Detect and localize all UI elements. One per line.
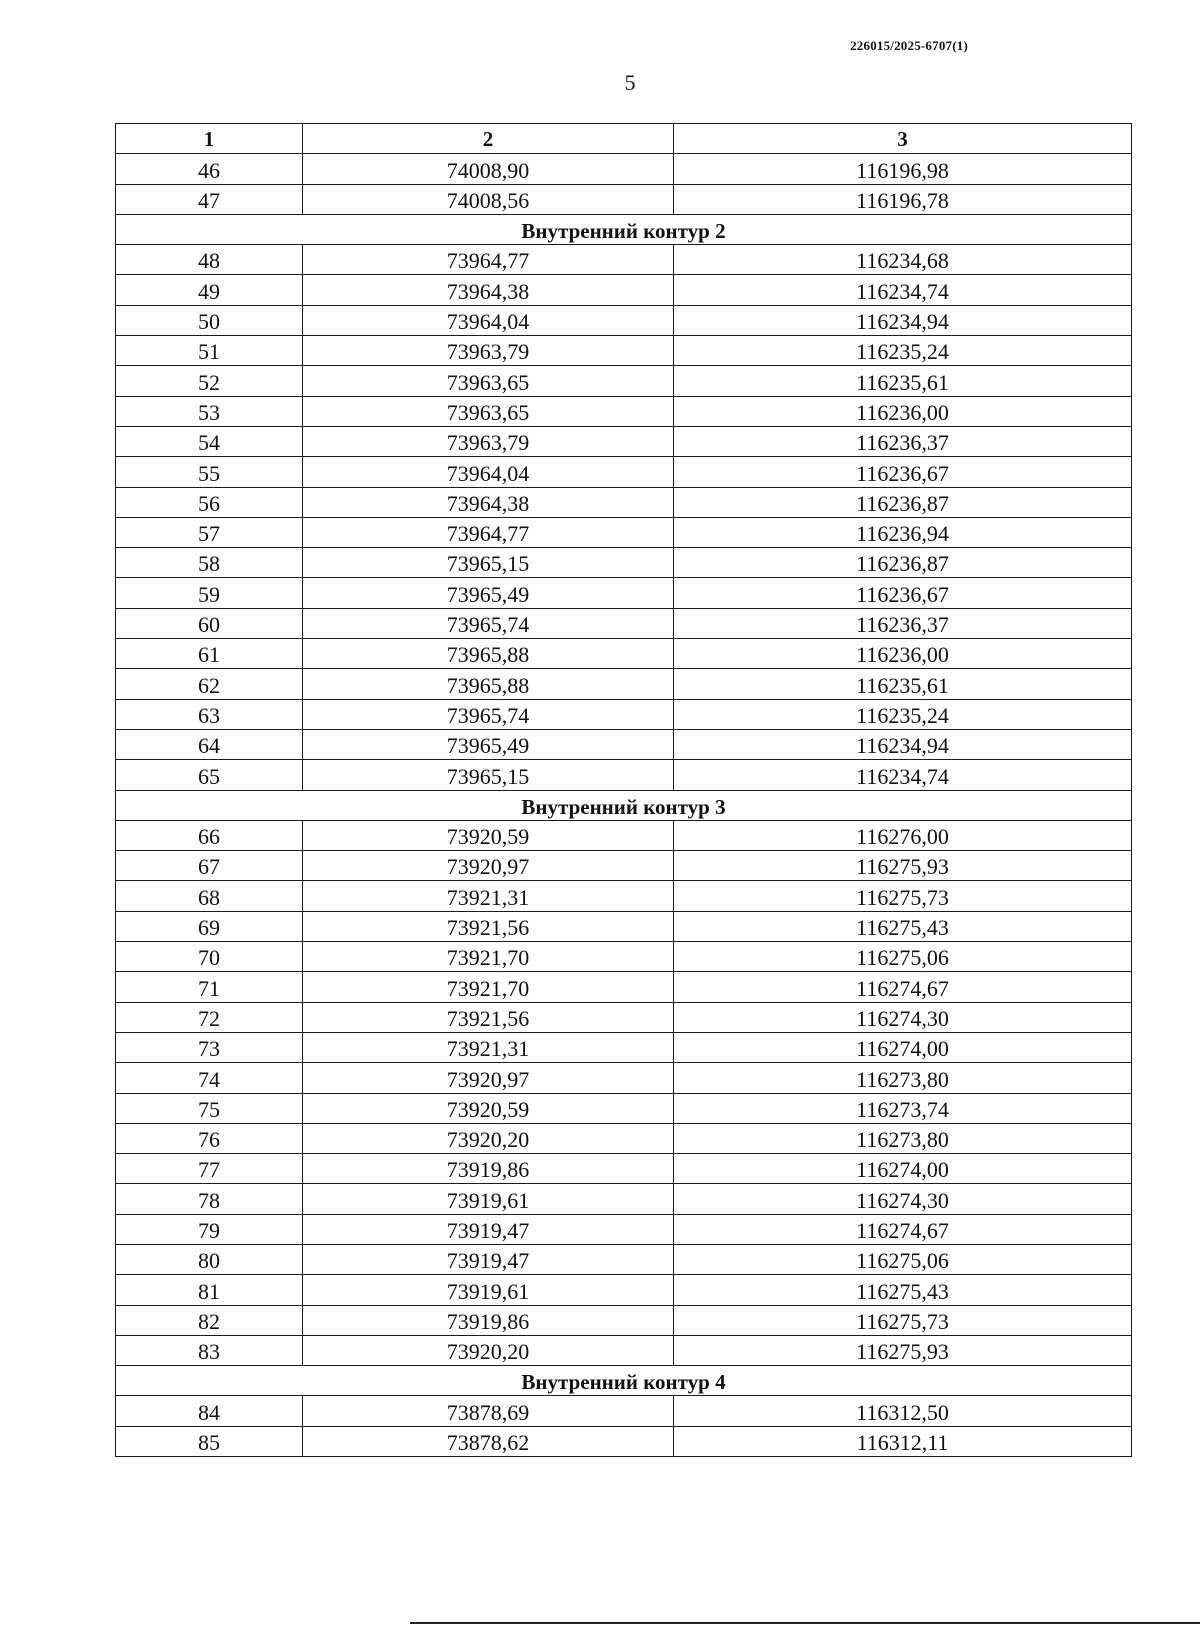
table-row	[116, 851, 1132, 881]
x-coordinate-cell: 73920,59	[303, 820, 674, 850]
y-coordinate-cell: 116236,87	[674, 487, 1132, 517]
point-number-cell: 52	[116, 366, 303, 396]
table-row	[116, 184, 1132, 214]
x-coordinate-cell: 73964,77	[303, 245, 674, 275]
y-coordinate-cell: 116234,68	[674, 245, 1132, 275]
point-number-cell: 55	[116, 457, 303, 487]
document-number: 226015/2025-6707(1)	[850, 38, 968, 53]
y-coordinate-cell: 116274,00	[674, 1154, 1132, 1184]
x-coordinate-cell: 73964,38	[303, 487, 674, 517]
x-coordinate-cell: 73965,49	[303, 578, 674, 608]
point-number-cell: 83	[116, 1335, 303, 1365]
point-number-cell: 56	[116, 487, 303, 517]
point-number-cell: 71	[116, 972, 303, 1002]
y-coordinate-cell: 116236,67	[674, 457, 1132, 487]
point-number-cell: 57	[116, 517, 303, 547]
x-coordinate-cell: 73965,88	[303, 639, 674, 669]
point-number-cell: 50	[116, 305, 303, 335]
table-row	[116, 275, 1132, 305]
x-coordinate-cell: 73921,31	[303, 1032, 674, 1062]
point-number-cell: 48	[116, 245, 303, 275]
table-row	[116, 154, 1132, 184]
x-coordinate-cell: 73963,65	[303, 366, 674, 396]
y-coordinate-cell: 116236,94	[674, 517, 1132, 547]
y-coordinate-cell: 116196,98	[674, 154, 1132, 184]
x-coordinate-cell: 73963,79	[303, 426, 674, 456]
y-coordinate-cell: 116273,80	[674, 1123, 1132, 1153]
y-coordinate-cell: 116196,78	[674, 184, 1132, 214]
y-coordinate-cell: 116275,06	[674, 942, 1132, 972]
table-row	[116, 760, 1132, 790]
point-number-cell: 70	[116, 942, 303, 972]
x-coordinate-cell: 73920,20	[303, 1123, 674, 1153]
point-number-cell: 84	[116, 1396, 303, 1426]
point-number-cell: 85	[116, 1426, 303, 1456]
y-coordinate-cell: 116312,50	[674, 1396, 1132, 1426]
table-row	[116, 881, 1132, 911]
table-row	[116, 1184, 1132, 1214]
table-row	[116, 1063, 1132, 1093]
point-number-cell: 59	[116, 578, 303, 608]
x-coordinate-cell: 74008,90	[303, 154, 674, 184]
x-coordinate-cell: 73965,15	[303, 548, 674, 578]
y-coordinate-cell: 116235,61	[674, 366, 1132, 396]
y-coordinate-cell: 116274,30	[674, 1184, 1132, 1214]
x-coordinate-cell: 73921,70	[303, 972, 674, 1002]
y-coordinate-cell: 116273,80	[674, 1063, 1132, 1093]
point-number-cell: 78	[116, 1184, 303, 1214]
x-coordinate-cell: 73964,04	[303, 305, 674, 335]
table-row	[116, 729, 1132, 759]
x-coordinate-cell: 73921,31	[303, 881, 674, 911]
section-row	[116, 1366, 1132, 1396]
table-row	[116, 942, 1132, 972]
y-coordinate-cell: 116274,67	[674, 1214, 1132, 1244]
x-coordinate-cell: 74008,56	[303, 184, 674, 214]
table-row	[116, 1305, 1132, 1335]
point-number-cell: 53	[116, 396, 303, 426]
y-coordinate-cell: 116236,67	[674, 578, 1132, 608]
x-coordinate-cell: 73965,88	[303, 669, 674, 699]
y-coordinate-cell: 116275,93	[674, 851, 1132, 881]
table-row	[116, 336, 1132, 366]
table-header-row	[116, 124, 1132, 154]
x-coordinate-cell: 73965,74	[303, 699, 674, 729]
x-coordinate-cell: 73878,69	[303, 1396, 674, 1426]
point-number-cell: 75	[116, 1093, 303, 1123]
y-coordinate-cell: 116236,00	[674, 396, 1132, 426]
x-coordinate-cell: 73963,79	[303, 336, 674, 366]
point-number-cell: 62	[116, 669, 303, 699]
x-coordinate-cell: 73920,97	[303, 851, 674, 881]
x-coordinate-cell: 73921,70	[303, 942, 674, 972]
y-coordinate-cell: 116236,37	[674, 608, 1132, 638]
point-number-cell: 46	[116, 154, 303, 184]
table-row	[116, 1275, 1132, 1305]
y-coordinate-cell: 116275,73	[674, 1305, 1132, 1335]
point-number-cell: 79	[116, 1214, 303, 1244]
x-coordinate-cell: 73919,47	[303, 1214, 674, 1244]
y-coordinate-cell: 116236,87	[674, 548, 1132, 578]
page-number: 5	[624, 70, 636, 95]
x-coordinate-cell: 73919,61	[303, 1275, 674, 1305]
point-number-cell: 65	[116, 760, 303, 790]
table-row	[116, 1335, 1132, 1365]
point-number-cell: 47	[116, 184, 303, 214]
y-coordinate-cell: 116235,24	[674, 699, 1132, 729]
x-coordinate-cell: 73963,65	[303, 396, 674, 426]
table-row	[116, 1154, 1132, 1184]
point-number-cell: 69	[116, 911, 303, 941]
y-coordinate-cell: 116275,43	[674, 911, 1132, 941]
y-coordinate-cell: 116234,74	[674, 275, 1132, 305]
point-number-cell: 72	[116, 1002, 303, 1032]
table-row	[116, 487, 1132, 517]
table-row	[116, 1244, 1132, 1274]
y-coordinate-cell: 116275,73	[674, 881, 1132, 911]
table-row	[116, 245, 1132, 275]
y-coordinate-cell: 116234,94	[674, 305, 1132, 335]
scan-edge-line	[410, 1622, 1200, 1624]
x-coordinate-cell: 73878,62	[303, 1426, 674, 1456]
point-number-cell: 54	[116, 426, 303, 456]
point-number-cell: 68	[116, 881, 303, 911]
table-row	[116, 669, 1132, 699]
x-coordinate-cell: 73919,86	[303, 1305, 674, 1335]
table-row	[116, 578, 1132, 608]
y-coordinate-cell: 116274,00	[674, 1032, 1132, 1062]
y-coordinate-cell: 116276,00	[674, 820, 1132, 850]
point-number-cell: 63	[116, 699, 303, 729]
section-title: Внутренний контур 3	[116, 790, 1132, 820]
column-header-2: 2	[303, 124, 674, 154]
section-title: Внутренний контур 2	[116, 214, 1132, 244]
table-row	[116, 426, 1132, 456]
x-coordinate-cell: 73965,74	[303, 608, 674, 638]
x-coordinate-cell: 73965,49	[303, 729, 674, 759]
y-coordinate-cell: 116312,11	[674, 1426, 1132, 1456]
column-header-3: 3	[674, 124, 1132, 154]
table-row	[116, 396, 1132, 426]
section-row	[116, 790, 1132, 820]
x-coordinate-cell: 73919,47	[303, 1244, 674, 1274]
x-coordinate-cell: 73965,15	[303, 760, 674, 790]
table-row	[116, 608, 1132, 638]
y-coordinate-cell: 116275,43	[674, 1275, 1132, 1305]
point-number-cell: 76	[116, 1123, 303, 1153]
y-coordinate-cell: 116235,61	[674, 669, 1132, 699]
table-row	[116, 305, 1132, 335]
point-number-cell: 80	[116, 1244, 303, 1274]
point-number-cell: 73	[116, 1032, 303, 1062]
coordinates-table	[115, 123, 1132, 1457]
point-number-cell: 77	[116, 1154, 303, 1184]
x-coordinate-cell: 73919,61	[303, 1184, 674, 1214]
section-title: Внутренний контур 4	[116, 1366, 1132, 1396]
column-header-1: 1	[116, 124, 303, 154]
point-number-cell: 60	[116, 608, 303, 638]
x-coordinate-cell: 73920,20	[303, 1335, 674, 1365]
x-coordinate-cell: 73919,86	[303, 1154, 674, 1184]
x-coordinate-cell: 73964,38	[303, 275, 674, 305]
point-number-cell: 82	[116, 1305, 303, 1335]
y-coordinate-cell: 116275,06	[674, 1244, 1132, 1274]
y-coordinate-cell: 116234,74	[674, 760, 1132, 790]
y-coordinate-cell: 116273,74	[674, 1093, 1132, 1123]
section-row	[116, 214, 1132, 244]
point-number-cell: 61	[116, 639, 303, 669]
y-coordinate-cell: 116274,30	[674, 1002, 1132, 1032]
y-coordinate-cell: 116235,24	[674, 336, 1132, 366]
table-row	[116, 517, 1132, 547]
table-row	[116, 1002, 1132, 1032]
point-number-cell: 81	[116, 1275, 303, 1305]
table-row	[116, 1214, 1132, 1244]
x-coordinate-cell: 73921,56	[303, 911, 674, 941]
table-row	[116, 1032, 1132, 1062]
x-coordinate-cell: 73964,04	[303, 457, 674, 487]
y-coordinate-cell: 116236,00	[674, 639, 1132, 669]
y-coordinate-cell: 116234,94	[674, 729, 1132, 759]
table-row	[116, 820, 1132, 850]
table-row	[116, 1093, 1132, 1123]
table-row	[116, 1123, 1132, 1153]
table-row	[116, 1426, 1132, 1456]
point-number-cell: 67	[116, 851, 303, 881]
table-row	[116, 911, 1132, 941]
point-number-cell: 51	[116, 336, 303, 366]
table-row	[116, 366, 1132, 396]
y-coordinate-cell: 116275,93	[674, 1335, 1132, 1365]
table-row	[116, 457, 1132, 487]
point-number-cell: 58	[116, 548, 303, 578]
table-body	[116, 154, 1132, 1457]
point-number-cell: 66	[116, 820, 303, 850]
table-row	[116, 1396, 1132, 1426]
point-number-cell: 49	[116, 275, 303, 305]
point-number-cell: 64	[116, 729, 303, 759]
y-coordinate-cell: 116274,67	[674, 972, 1132, 1002]
y-coordinate-cell: 116236,37	[674, 426, 1132, 456]
x-coordinate-cell: 73920,97	[303, 1063, 674, 1093]
x-coordinate-cell: 73964,77	[303, 517, 674, 547]
table-row	[116, 972, 1132, 1002]
table-row	[116, 699, 1132, 729]
table-row	[116, 548, 1132, 578]
point-number-cell: 74	[116, 1063, 303, 1093]
table-row	[116, 639, 1132, 669]
x-coordinate-cell: 73920,59	[303, 1093, 674, 1123]
x-coordinate-cell: 73921,56	[303, 1002, 674, 1032]
